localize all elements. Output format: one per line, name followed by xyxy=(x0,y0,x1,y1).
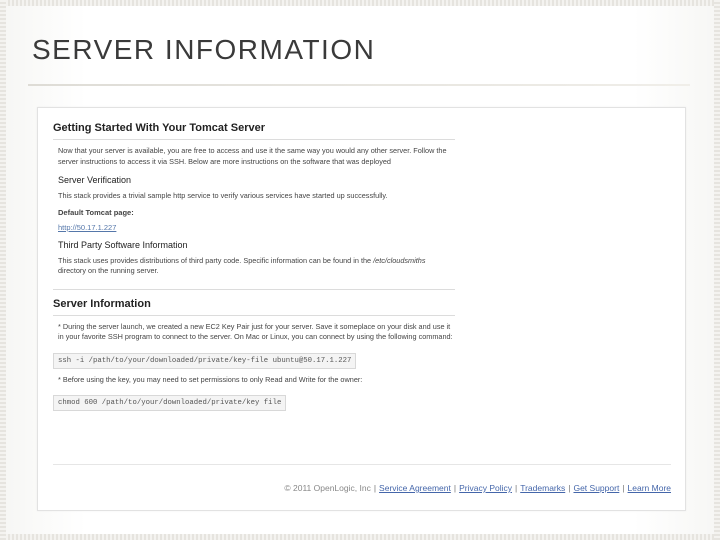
footer-separator: | xyxy=(453,483,457,493)
footer-separator: | xyxy=(373,483,377,493)
third-party-heading: Third Party Software Information xyxy=(58,239,188,250)
default-tomcat-link[interactable]: http://50.17.1.227 xyxy=(58,222,117,232)
footer-link-privacy-policy[interactable]: Privacy Policy xyxy=(459,483,512,493)
footer-separator: | xyxy=(568,483,571,493)
footer-link-trademarks[interactable]: Trademarks xyxy=(520,483,566,493)
page-heading: Getting Started With Your Tomcat Server xyxy=(53,118,455,140)
intro-paragraph: Now that your server is available, you are free to access and use it the same way you would any other server. Follow the server instructions to access it via SSH. Below are more instructions on the software that was deployed xyxy=(58,146,447,166)
footer-link-service-agreement[interactable]: Service Agreement xyxy=(379,483,451,493)
ssh-command-code: ssh -i /path/to/your/downloaded/private/key-file ubuntu@50.17.1.227 xyxy=(53,353,356,369)
server-verification-heading: Server Verification xyxy=(58,175,132,185)
server-information-para2: * Before using the key, you may need to set permissions to only Read and Write for the owner: xyxy=(58,374,363,384)
third-party-text xyxy=(58,256,455,277)
footer-link-get-support[interactable]: Get Support xyxy=(573,483,620,493)
slide-border-bottom xyxy=(0,534,720,540)
default-tomcat-label: Default Tomcat page: xyxy=(58,207,134,217)
page-content xyxy=(53,118,455,417)
server-verification-text: This stack provides a trivial sample http service to verify various services have started up successfully. xyxy=(58,191,388,200)
chmod-command-code: chmod 600 /path/to/your/downloaded/private/key file xyxy=(53,395,286,411)
third-party-text-after: directory on the running server. xyxy=(58,266,159,275)
footer-separator: | xyxy=(515,483,518,493)
section-divider xyxy=(53,289,455,290)
slide-border-right xyxy=(714,0,720,540)
third-party-directory: /etc/cloudsmiths xyxy=(373,255,426,265)
footer-separator: | xyxy=(622,483,625,493)
third-party-text-before: This stack uses provides distributions of third party code. Specific information can be found in the xyxy=(58,255,372,265)
server-information-heading: Server Information xyxy=(53,294,455,316)
slide-title: SERVER INFORMATION xyxy=(32,34,376,65)
footer-copyright: © 2011 OpenLogic, Inc xyxy=(284,483,371,493)
footer-link-learn-more[interactable]: Learn More xyxy=(627,483,671,493)
title-divider xyxy=(28,84,690,86)
embedded-screenshot xyxy=(37,107,686,511)
slide-border-left xyxy=(0,0,6,540)
slide-border-top xyxy=(0,0,720,6)
page-footer xyxy=(53,464,671,493)
server-information-para1: * During the server launch, we created a new EC2 Key Pair just for your server. Save it someplace on your disk and use it in your favorite SSH program to connect to the server. On Mac or Linux, you can connect by using the following command: xyxy=(58,321,453,341)
